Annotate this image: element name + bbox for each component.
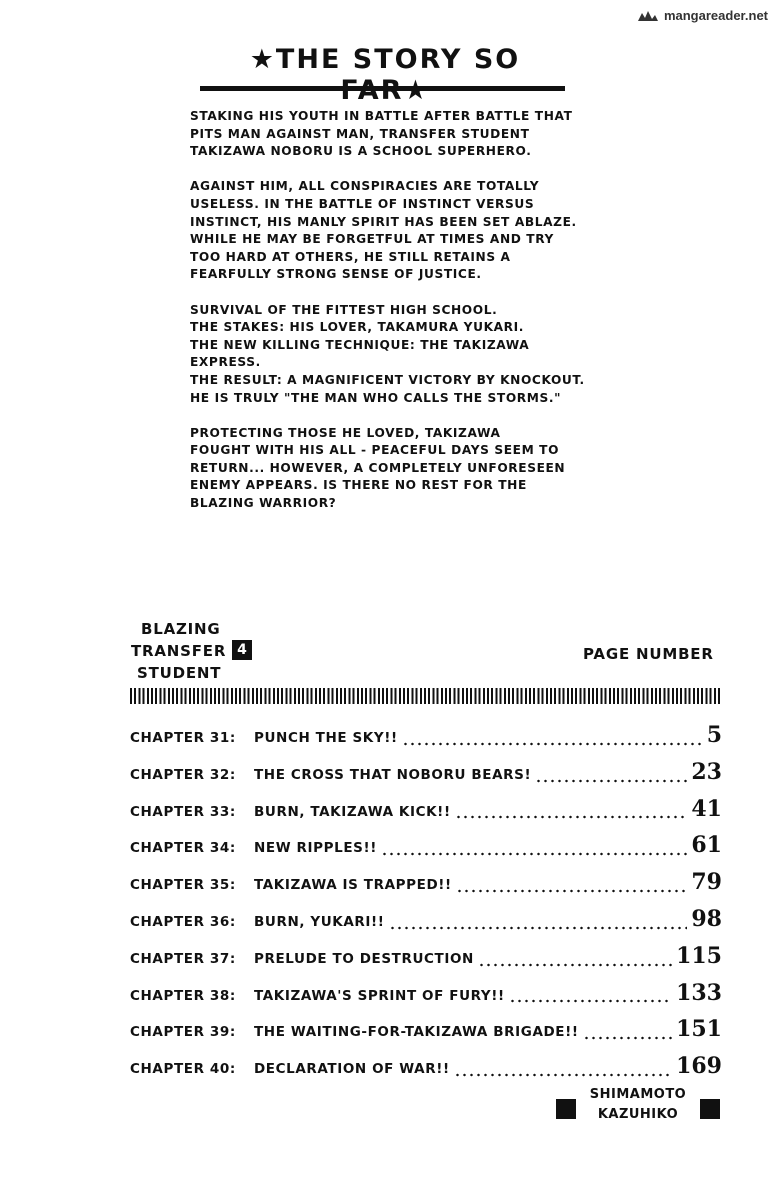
toc-row[interactable] [130, 759, 722, 796]
story-paragraph: PROTECTING THOSE HE LOVED, TAKIZAWA FOUGHT WITH HIS ALL - PEACEFUL DAYS SEEM TO RETURN... HOWEVER, A COMPLETELY UNFORESEEN ENEMY APPEARS. IS THERE NO REST FOR THE BLAZING WARRIOR? [190, 425, 566, 511]
toc-chapter-title: NEW RIPPLES!! [254, 840, 377, 857]
toc-row[interactable] [130, 906, 722, 943]
toc-leader-dots [583, 1036, 672, 1040]
book-title-line: STUDENT [137, 664, 222, 682]
table-of-contents [130, 722, 722, 1090]
toc-row[interactable] [130, 1016, 722, 1053]
page-number-heading: PAGE NUMBER [583, 645, 714, 663]
toc-page-number: 98 [691, 905, 722, 932]
toc-page-number: 23 [691, 758, 722, 785]
author-surname: SHIMAMOTO [589, 1087, 687, 1102]
toc-page-number: 61 [691, 832, 722, 859]
toc-chapter-number: CHAPTER 35: [130, 877, 236, 894]
toc-chapter-number: CHAPTER 38: [130, 987, 236, 1004]
toc-chapter-title: BURN, TAKIZAWA KICK!! [254, 803, 451, 820]
toc-chapter-title: THE CROSS THAT NOBORU BEARS! [254, 766, 532, 783]
book-title-line: BLAZING [141, 620, 221, 638]
toc-chapter-title: TAKIZAWA'S SPRINT OF FURY!! [254, 987, 505, 1004]
toc-chapter-number: CHAPTER 39: [130, 1024, 236, 1041]
toc-leader-dots [456, 889, 688, 893]
tree-logo-icon [636, 9, 660, 23]
story-summary [190, 108, 590, 530]
toc-page-number: 41 [691, 795, 722, 822]
story-paragraph: STAKING HIS YOUTH IN BATTLE AFTER BATTLE THAT PITS MAN AGAINST MAN, TRANSFER STUDENT TAKIZAWA NOBORU IS A SCHOOL SUPERHERO. [190, 109, 573, 159]
toc-page-number: 79 [691, 869, 722, 896]
watermark [636, 8, 768, 23]
square-bullet-icon [556, 1099, 576, 1119]
toc-page-number: 133 [676, 979, 722, 1006]
toc-row[interactable] [130, 943, 722, 980]
toc-page-number: 151 [676, 1016, 722, 1043]
story-title: ★THE STORY SO [249, 44, 521, 75]
title-divider [200, 86, 565, 91]
author-given-name: KAZUHIKO [597, 1107, 679, 1122]
toc-chapter-title: THE WAITING-FOR-TAKIZAWA BRIGADE!! [254, 1024, 579, 1041]
book-title-line: TRANSFER [131, 642, 227, 660]
barcode-divider [130, 688, 720, 704]
toc-chapter-title: BURN, YUKARI!! [254, 913, 385, 930]
toc-page-number: 115 [676, 942, 722, 969]
story-paragraph: AGAINST HIM, ALL CONSPIRACIES ARE TOTALLY USELESS. IN THE BATTLE OF INSTINCT VERSUS INSTINCT, HIS MANLY SPIRIT HAS BEEN SET ABLAZE. WHILE HE MAY BE FORGETFUL AT TIMES AND TRY TOO HARD AT OTHERS, HE STILL RETAINS A FEARFULLY STRONG SENSE OF JUSTICE. [190, 179, 577, 282]
toc-chapter-number: CHAPTER 34: [130, 840, 236, 857]
toc-chapter-number: CHAPTER 37: [130, 950, 236, 967]
volume-badge: 4 [232, 640, 252, 660]
toc-row[interactable] [130, 722, 722, 759]
toc-chapter-title: DECLARATION OF WAR!! [254, 1061, 450, 1078]
toc-chapter-number: CHAPTER 31: [130, 730, 236, 746]
toc-row[interactable] [130, 832, 722, 869]
toc-page-number: 169 [676, 1053, 722, 1080]
toc-chapter-title: PRELUDE TO DESTRUCTION [254, 950, 474, 967]
toc-leader-dots [381, 852, 687, 856]
toc-row[interactable] [130, 869, 722, 906]
toc-chapter-title: TAKIZAWA IS TRAPPED!! [254, 877, 452, 894]
toc-leader-dots [389, 926, 688, 930]
toc-chapter-number: CHAPTER 36: [130, 913, 236, 930]
toc-leader-dots [455, 815, 688, 819]
story-paragraph: SURVIVAL OF THE FITTEST HIGH SCHOOL. THE STAKES: HIS LOVER, TAKAMURA YUKARI. THE NEW KILLING TECHNIQUE: THE TAKIZAWA EXPRESS. THE RESULT: A MAGNIFICENT VICTORY BY KNOCKOUT. HE IS TRULY "THE MAN WHO CALLS THE STORMS." [190, 302, 585, 405]
toc-leader-dots [509, 999, 672, 1003]
toc-row[interactable] [130, 796, 722, 833]
toc-chapter-number: CHAPTER 33: [130, 803, 236, 820]
toc-leader-dots [535, 779, 687, 783]
book-title [131, 618, 226, 684]
toc-leader-dots [454, 1073, 672, 1077]
toc-chapter-number: CHAPTER 40: [130, 1061, 236, 1078]
toc-chapter-title: PUNCH THE SKY!! [254, 730, 398, 746]
toc-chapter-number: CHAPTER 32: [130, 766, 236, 783]
toc-leader-dots [478, 963, 672, 967]
toc-page-number: 5 [706, 722, 722, 748]
toc-row[interactable] [130, 980, 722, 1017]
watermark-text: mangareader.net [663, 8, 768, 23]
author-credit [542, 1085, 720, 1125]
toc-leader-dots [402, 742, 703, 746]
square-bullet-icon [700, 1099, 720, 1119]
